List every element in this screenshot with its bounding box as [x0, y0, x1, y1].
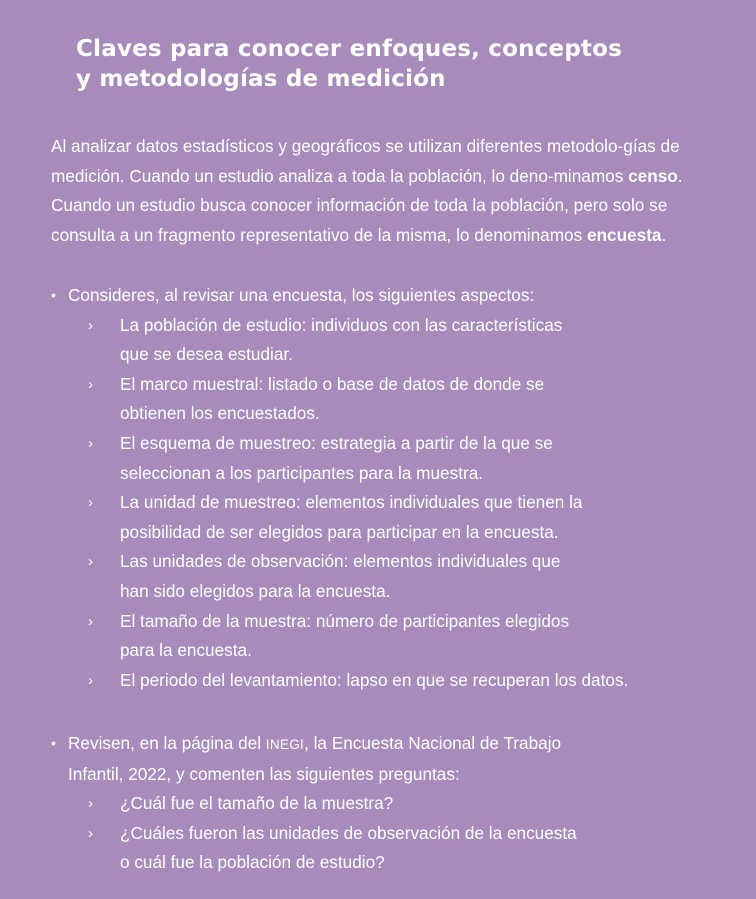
- lead-text: Revisen, en la página del: [68, 733, 266, 753]
- list-item-text: ¿Cuál fue el tamaño de la muestra?: [120, 793, 394, 814]
- list-item-text: seleccionan a los participantes para la muestra.: [120, 462, 484, 483]
- lead-text: , la Encuesta Nacional de Trabajo: [304, 733, 562, 753]
- intro-text-3: .: [661, 224, 667, 245]
- questions-list: [51, 789, 731, 878]
- list-item-text: El tamaño de la muestra: número de participantes elegidos: [120, 610, 570, 631]
- bullet-lead: [51, 729, 731, 760]
- bullet-dot-icon: •: [51, 287, 56, 303]
- title-line-1: Claves para conocer enfoques, conceptos: [76, 36, 623, 62]
- list-item-text: El marco muestral: listado o base de datos de donde se: [120, 373, 545, 394]
- chevron-right-icon: ›: [88, 824, 93, 842]
- list-item: [51, 429, 680, 488]
- list-item-text: El esquema de muestreo: estrategia a partir de la que se: [120, 432, 553, 453]
- bullet-lead-line-2: Infantil, 2022, y comenten las siguientes preguntas:: [68, 763, 460, 784]
- list-item-text: El periodo del levantamiento: lapso en que se recuperan los datos.: [120, 669, 629, 690]
- list-item-text: La población de estudio: individuos con las características: [120, 314, 563, 335]
- intro-text-2: . Cuando un estudio busca conocer información de toda la población, pero solo se consulta a un fragmento representativo de la misma, lo denominamos: [51, 165, 683, 245]
- chevron-right-icon: ›: [88, 494, 93, 512]
- list-item: [51, 370, 680, 429]
- chevron-right-icon: ›: [88, 795, 93, 813]
- list-item-text: o cuál fue la población de estudio?: [120, 852, 385, 873]
- bullet-lead: Consideres, al revisar una encuesta, los siguientes aspectos:: [68, 285, 535, 305]
- chevron-right-icon: ›: [88, 671, 93, 689]
- chevron-right-icon: ›: [88, 553, 93, 571]
- aspects-list: [51, 311, 731, 696]
- bullet-aspects: [51, 281, 731, 695]
- intro-paragraph: [51, 132, 731, 250]
- intro-text-1: Al analizar datos estadísticos y geográficos se utilizan diferentes metodolo-gías de medición. Cuando un estudio analiza a toda la población, lo deno-minamos: [51, 136, 680, 186]
- list-item-text: han sido elegidos para la encuesta.: [120, 580, 391, 601]
- section-title: [76, 34, 676, 94]
- bullet-dot-icon: •: [51, 735, 56, 751]
- chevron-right-icon: ›: [88, 316, 93, 334]
- list-item: [51, 666, 756, 696]
- list-item: [51, 488, 680, 547]
- chevron-right-icon: ›: [88, 375, 93, 393]
- chevron-right-icon: ›: [88, 434, 93, 452]
- term-encuesta: encuesta: [586, 224, 662, 245]
- bullet-inegi-review: [51, 729, 731, 878]
- list-item-text: La unidad de muestreo: elementos individuales que tienen la: [120, 492, 583, 513]
- title-line-2: y metodologías de medición: [76, 66, 446, 92]
- list-item-text: para la encuesta.: [120, 640, 252, 661]
- list-item-text: posibilidad de ser elegidos para participar en la encuesta.: [120, 521, 559, 542]
- list-item: [51, 607, 680, 666]
- list-item: [51, 547, 680, 606]
- list-item: [51, 789, 680, 819]
- chevron-right-icon: ›: [88, 612, 93, 630]
- term-censo: censo: [628, 165, 678, 186]
- list-item-text: ¿Cuáles fueron las unidades de observación de la encuesta: [120, 822, 577, 843]
- list-item-text: Las unidades de observación: elementos individuales que: [120, 551, 561, 572]
- list-item: [51, 819, 680, 878]
- list-item: [51, 311, 680, 370]
- list-item-text: obtienen los encuestados.: [120, 403, 320, 424]
- list-item-text: que se desea estudiar.: [120, 344, 293, 365]
- inegi-acronym: INEGI: [265, 737, 305, 752]
